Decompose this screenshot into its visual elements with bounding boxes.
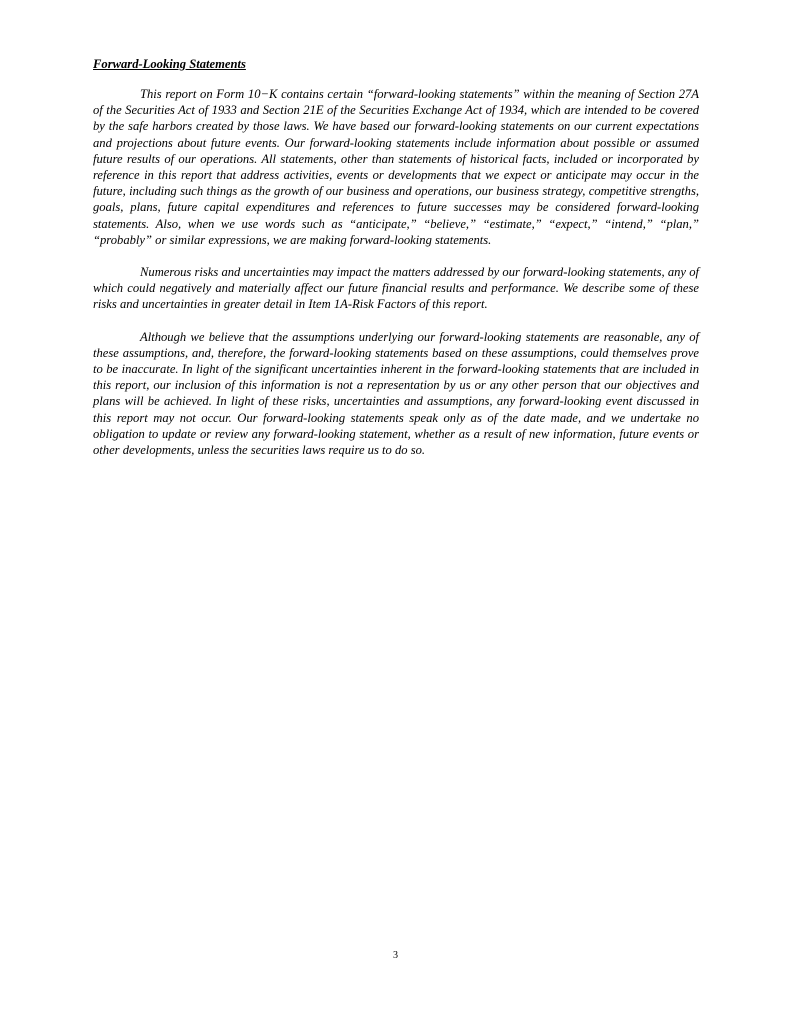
page-number: 3 xyxy=(393,950,398,961)
paragraph-assumptions: Although we believe that the assumptions underlying our forward-looking statements are reasonable, any of these assumptions, and, therefore, the forward-looking statements based on these assumptions, could themselves prove to be inaccurate. In light of the significant uncertainties inherent in the forward-looking statements that are included in this report, our inclusion of this information is not a representation by us or any other person that our objectives and plans will be achieved. In light of these risks, uncertainties and assumptions, any forward-looking event discussed in this report may not occur. Our forward-looking statements speak only as of the date made, and we undertake no obligation to update or review any forward-looking statement, whether as a result of new information, future events or other developments, unless the securities laws require us to do so. xyxy=(93,329,699,458)
paragraph-risks-uncertainties: Numerous risks and uncertainties may impact the matters addressed by our forward-looking statements, any of which could negatively and materially affect our future financial results and performance. We describe some of these risks and uncertainties in greater detail in Item 1A-Risk Factors of this report. xyxy=(93,265,699,312)
document-body xyxy=(93,56,699,474)
section-heading: Forward-Looking Statements xyxy=(93,57,246,71)
paragraph-forward-looking-intro: This report on Form 10−K contains certain “forward-looking statements” within the meaning of Section 27A of the Securities Act of 1933 and Section 21E of the Securities Exchange Act of 1934, which are intended to be covered by the safe harbors created by those laws. We have based our forward-looking statements on our current expectations and projections about future events. Our forward-looking statements include information about possible or assumed future results of our operations. All statements, other than statements of historical facts, included or incorporated by reference in this report that address activities, events or developments that we expect or anticipate may occur in the future, including such things as the growth of our business and operations, our business strategy, competitive strengths, goals, plans, future capital expenditures and references to future successes may be considered forward-looking statements. Also, when we use words such as “anticipate,” “believe,” “estimate,” “expect,” “intend,” “plan,” “probably” or similar expressions, we are making forward-looking statements. xyxy=(93,87,699,247)
